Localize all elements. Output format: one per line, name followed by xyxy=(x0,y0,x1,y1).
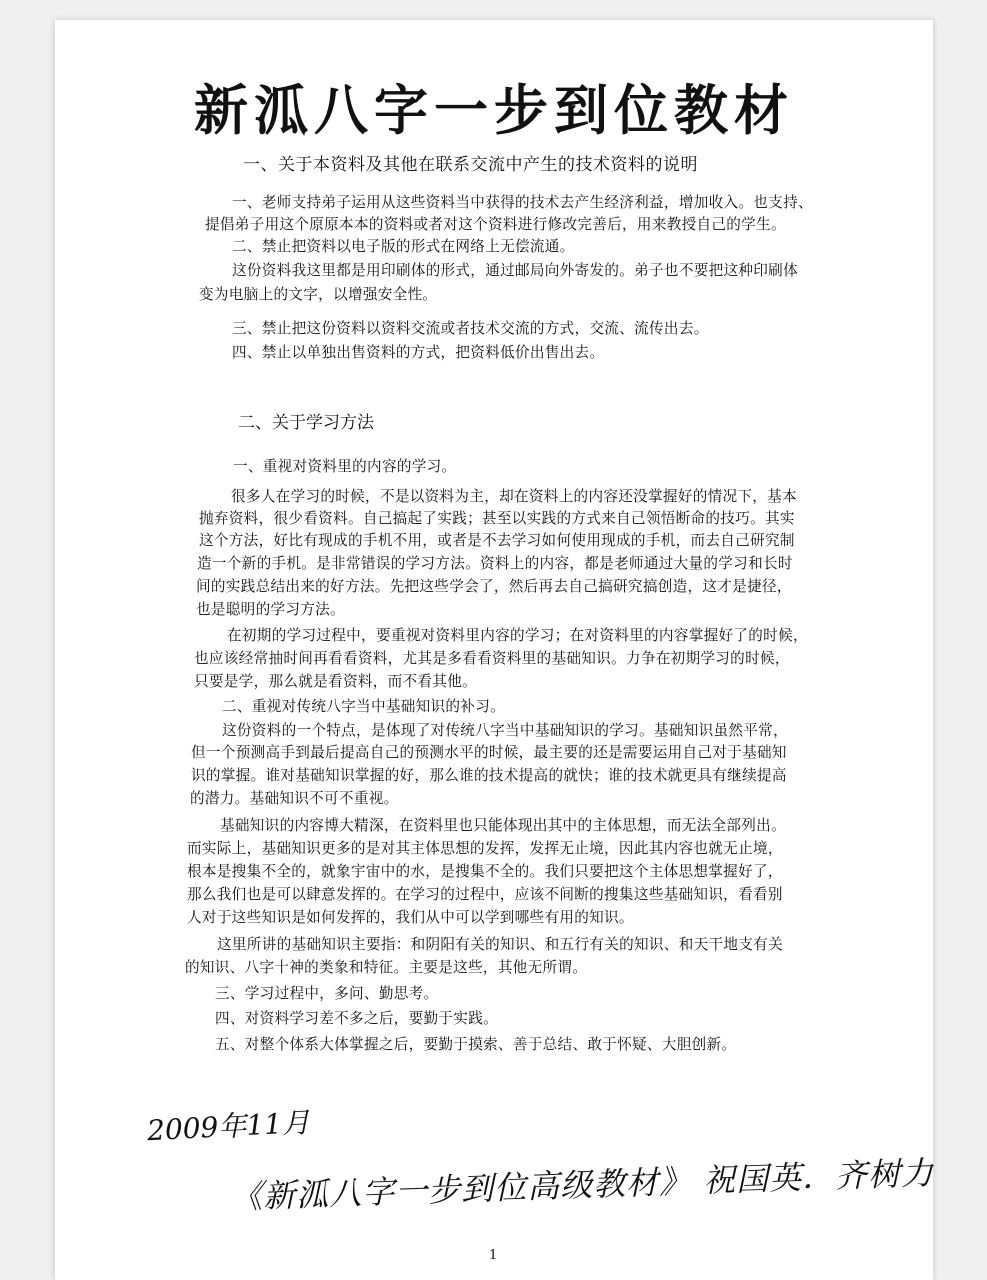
section2-line: 也应该经常抽时间再看看资料，尤其是多看看资料里的基础知识。力争在初期学习的时候， xyxy=(194,650,790,667)
section1-line: 提倡弟子用这个原原本本的资料或者对这个资料进行修改完善后，用来教授自己的学生。 xyxy=(205,216,786,233)
section1-line: 三、禁止把这份资料以资料交流或者技术交流的方式，交流、流传出去。 xyxy=(232,320,709,337)
section2-line: 根本是搜集不全的，就象宇宙中的水，是搜集不全的。我们只要把这个主体思想掌握好了， xyxy=(187,863,783,880)
section2-line: 识的掌握。谁对基础知识掌握的好，那么谁的技术提高的就快；谁的技术就更具有继续提高 xyxy=(191,767,787,784)
section2-line: 间的实践总结出来的好方法。先把这些学会了，然后再去自己搞研究搞创造，这才是捷径， xyxy=(196,578,792,595)
section2-line: 三、学习过程中，多问、勤思考。 xyxy=(215,985,439,1002)
section2-line: 二、重视对传统八字当中基础知识的补习。 xyxy=(222,698,505,715)
section2-line: 这份资料的一个特点，是体现了对传统八字当中基础知识的学习。基础知识虽然平常， xyxy=(222,722,788,739)
section2-line: 抛弃资料，很少看资料。自己搞起了实践；甚至以实践的方式来自己领悟断命的技巧。其实 xyxy=(199,510,795,527)
section2-line: 在初期的学习过程中，要重视对资料里内容的学习；在对资料里的内容掌握好了的时候， xyxy=(227,627,808,644)
section1-heading: 一、关于本资料及其他在联系交流中产生的技术资料的说明 xyxy=(243,155,698,175)
section2-line: 但一个预测高手到最后提高自己的预测水平的时候，最主要的还是需要运用自己对于基础知 xyxy=(191,744,787,761)
section1-line: 一、老师支持弟子运用从这些资料当中获得的技术去产生经济利益，增加收入。也支持、 xyxy=(232,194,813,211)
section1-line: 二、禁止把资料以电子版的形式在网络上无偿流通。 xyxy=(232,238,575,255)
section2-line: 基础知识的内容博大精深，在资料里也只能体现出其中的主体思想，而无法全部列出。 xyxy=(220,817,786,834)
section2-heading: 二、关于学习方法 xyxy=(238,413,374,433)
section2-line: 造一个新的手机。是非常错误的学习方法。资料上的内容，都是老师通过大量的学习和长时 xyxy=(197,555,793,572)
section2-line: 的潜力。基础知识不可不重视。 xyxy=(190,790,399,807)
handwritten-date: 2009年11月 xyxy=(146,1105,311,1148)
section2-line: 这里所讲的基础知识主要指：和阴阳有关的知识、和五行有关的知识、和天干地支有关 xyxy=(217,936,783,953)
section2-line: 一、重视对资料里的内容的学习。 xyxy=(233,458,457,475)
document-page xyxy=(55,20,933,1280)
section2-line: 很多人在学习的时候，不是以资料为主，却在资料上的内容还没掌握好的情况下，基本 xyxy=(231,488,797,505)
handwritten-signature: 《新泒八字一步到位高级教材》 祝国英．齐树力 xyxy=(229,1153,935,1217)
section2-line: 四、对资料学习差不多之后，要勤于实践。 xyxy=(215,1010,498,1027)
section2-line: 也是聪明的学习方法。 xyxy=(196,601,345,618)
section2-line: 只要是学，那么就是看资料，而不看其他。 xyxy=(194,673,477,690)
section2-line: 人对于这些知识是如何发挥的，我们从中可以学到哪些有用的知识。 xyxy=(187,909,634,926)
section2-line: 那么我们也是可以肆意发挥的。在学习的过程中，应该不间断的搜集这些基础知识，看看别 xyxy=(187,886,783,903)
section1-line: 这份资料我这里都是用印刷体的形式，通过邮局向外寄发的。弟子也不要把这种印刷体 xyxy=(232,262,798,279)
section2-line: 五、对整个体系大体掌握之后，要勤于摸索、善于总结、敢于怀疑、大胆创新。 xyxy=(215,1036,737,1053)
section2-line: 的知识、八字十神的类象和特征。主要是这些，其他无所谓。 xyxy=(185,959,588,976)
page-number: 1 xyxy=(489,1248,498,1263)
section1-line: 变为电脑上的文字，以增强安全性。 xyxy=(199,286,438,303)
section2-line: 而实际上，基础知识更多的是对其主体思想的发挥，发挥无止境，因此其内容也就无止境， xyxy=(187,840,783,857)
document-title: 新泒八字一步到位教材 xyxy=(194,78,794,142)
section2-line: 这个方法，好比有现成的手机不用，或者是不去学习如何使用现成的手机，而去自己研究制 xyxy=(199,532,795,549)
section1-line: 四、禁止以单独出售资料的方式，把资料低价出售出去。 xyxy=(232,344,605,361)
